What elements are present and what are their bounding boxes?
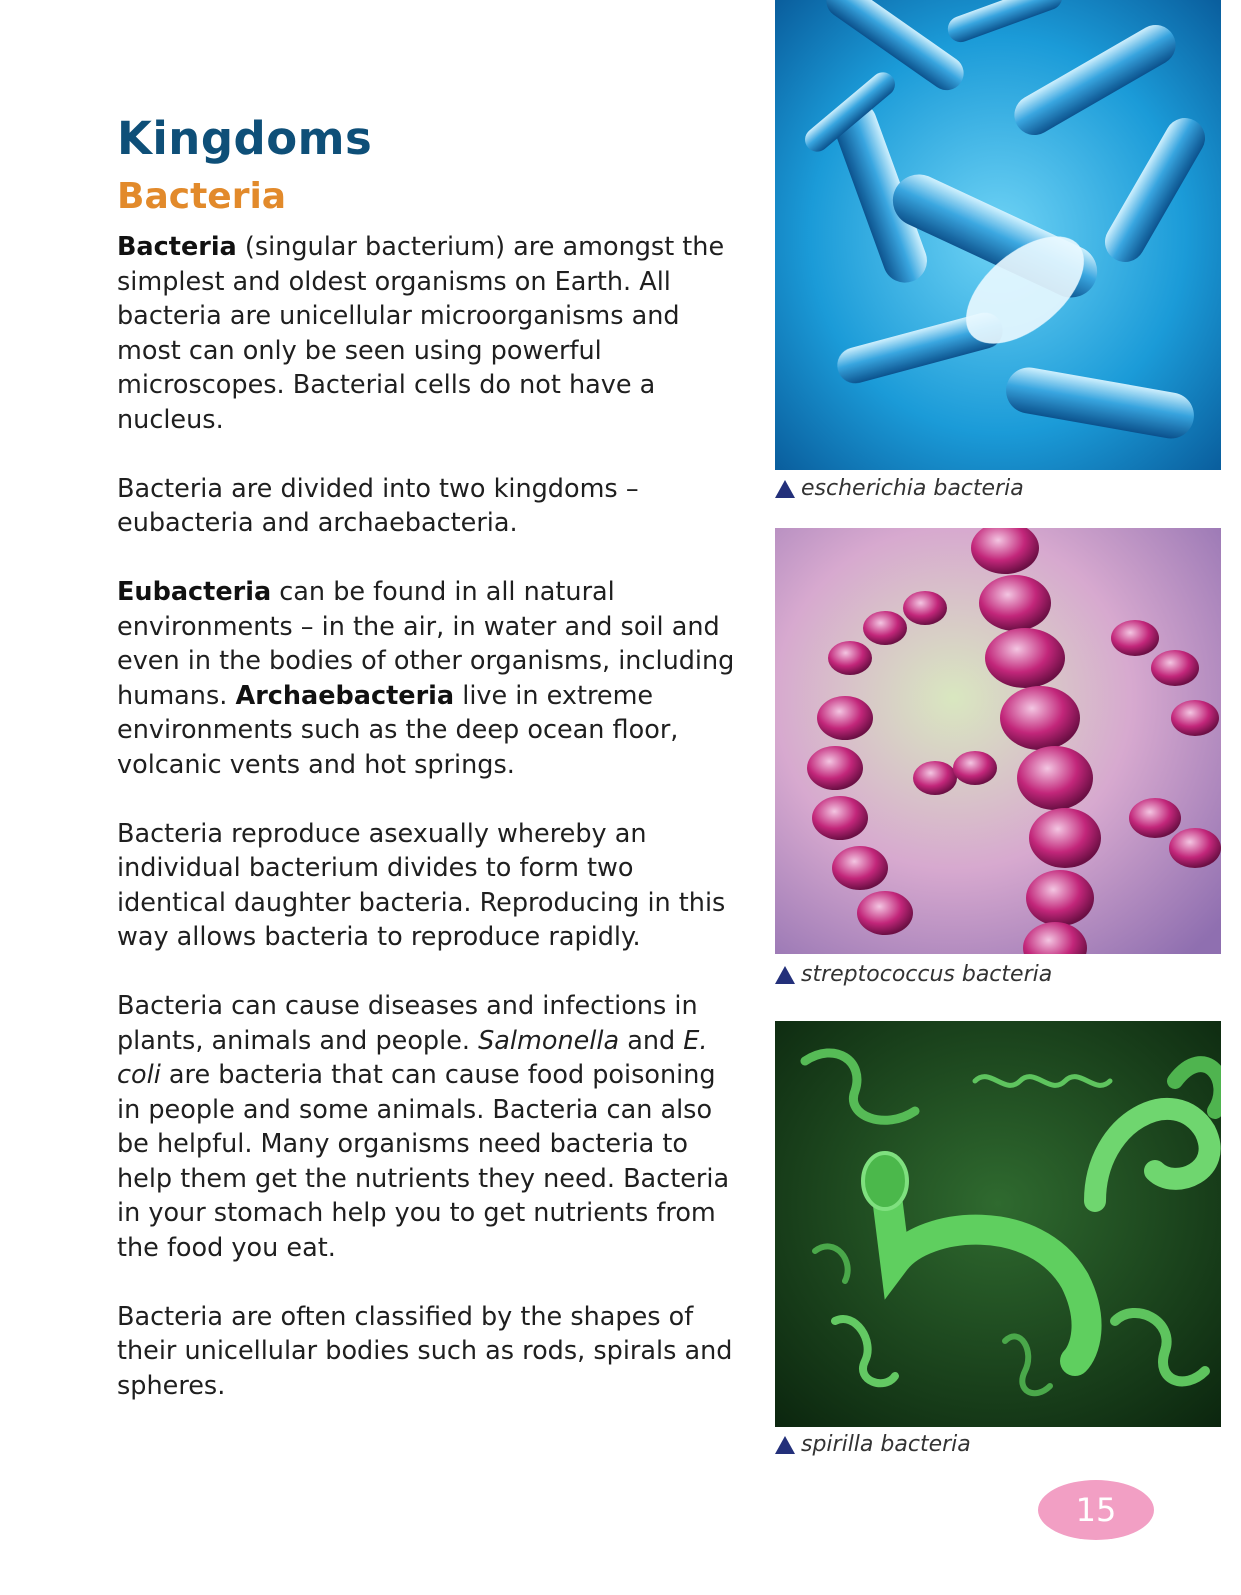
- escherichia-caption: [775, 476, 1024, 501]
- body-text: [117, 230, 737, 1438]
- triangle-up-icon: [775, 966, 795, 984]
- streptococcus-bacteria-image: [775, 528, 1221, 954]
- escherichia-bacteria-image: [775, 0, 1221, 470]
- triangle-up-icon: [775, 480, 795, 498]
- spirilla-bacteria-image: [775, 1021, 1221, 1427]
- page-title: Kingdoms: [117, 112, 373, 165]
- section-subtitle: Bacteria: [117, 176, 287, 217]
- page-number-badge: 15: [1038, 1480, 1154, 1540]
- streptococcus-caption: [775, 962, 1052, 987]
- paragraph-reproduction: Bacteria reproduce asexually whereby an individual bacterium divides to form two identical daughter bacteria. Reproducing in this way allows bacteria to reproduce rapidly.: [117, 818, 726, 952]
- triangle-up-icon: [775, 1436, 795, 1454]
- streptococcus-caption-text: streptococcus bacteria: [801, 962, 1053, 987]
- paragraph-diseases-text2: and: [619, 1025, 684, 1056]
- paragraph-intro: [117, 230, 737, 437]
- paragraph-kingdoms: Bacteria are divided into two kingdoms – eubacteria and archaebacteria.: [117, 473, 639, 538]
- paragraph-environments-text2: live in extreme environments such as the deep ocean floor, volcanic vents and hot springs.: [117, 680, 679, 780]
- term-ecoli: E. coli: [117, 1025, 708, 1090]
- paragraph-diseases-text1: Bacteria can cause diseases and infections in plants, animals and people.: [117, 991, 698, 1056]
- term-eubacteria: Eubacteria: [117, 577, 272, 607]
- paragraph-shapes: Bacteria are often classified by the shapes of their unicellular bodies such as rods, spirals and spheres.: [117, 1301, 733, 1401]
- escherichia-caption-text: escherichia bacteria: [801, 476, 1024, 501]
- paragraph-environments-text1: can be found in all natural environments – in the air, in water and soil and even in the bodies of other organisms, including humans.: [117, 577, 735, 711]
- term-bacteria: Bacteria: [117, 232, 237, 262]
- paragraph-environments: [117, 575, 737, 782]
- term-salmonella: Salmonella: [478, 1025, 620, 1056]
- spirilla-caption: [775, 1432, 971, 1457]
- paragraph-diseases: [117, 989, 737, 1265]
- paragraph-diseases-text3: are bacteria that can cause food poisoning in people and some animals. Bacteria can also be helpful. Many organisms need bacteria to help them get the nutrients they need. Bacteria in your stomach help you to get nutrients from the food you eat.: [117, 1060, 730, 1263]
- spirilla-caption-text: spirilla bacteria: [801, 1432, 971, 1457]
- paragraph-intro-text: (singular bacterium) are amongst the simplest and oldest organisms on Earth. All bacteria are unicellular microorganisms and most can only be seen using powerful microscopes. Bacterial cells do not have a nucleus.: [117, 232, 725, 435]
- term-archaebacteria: Archaebacteria: [235, 680, 455, 711]
